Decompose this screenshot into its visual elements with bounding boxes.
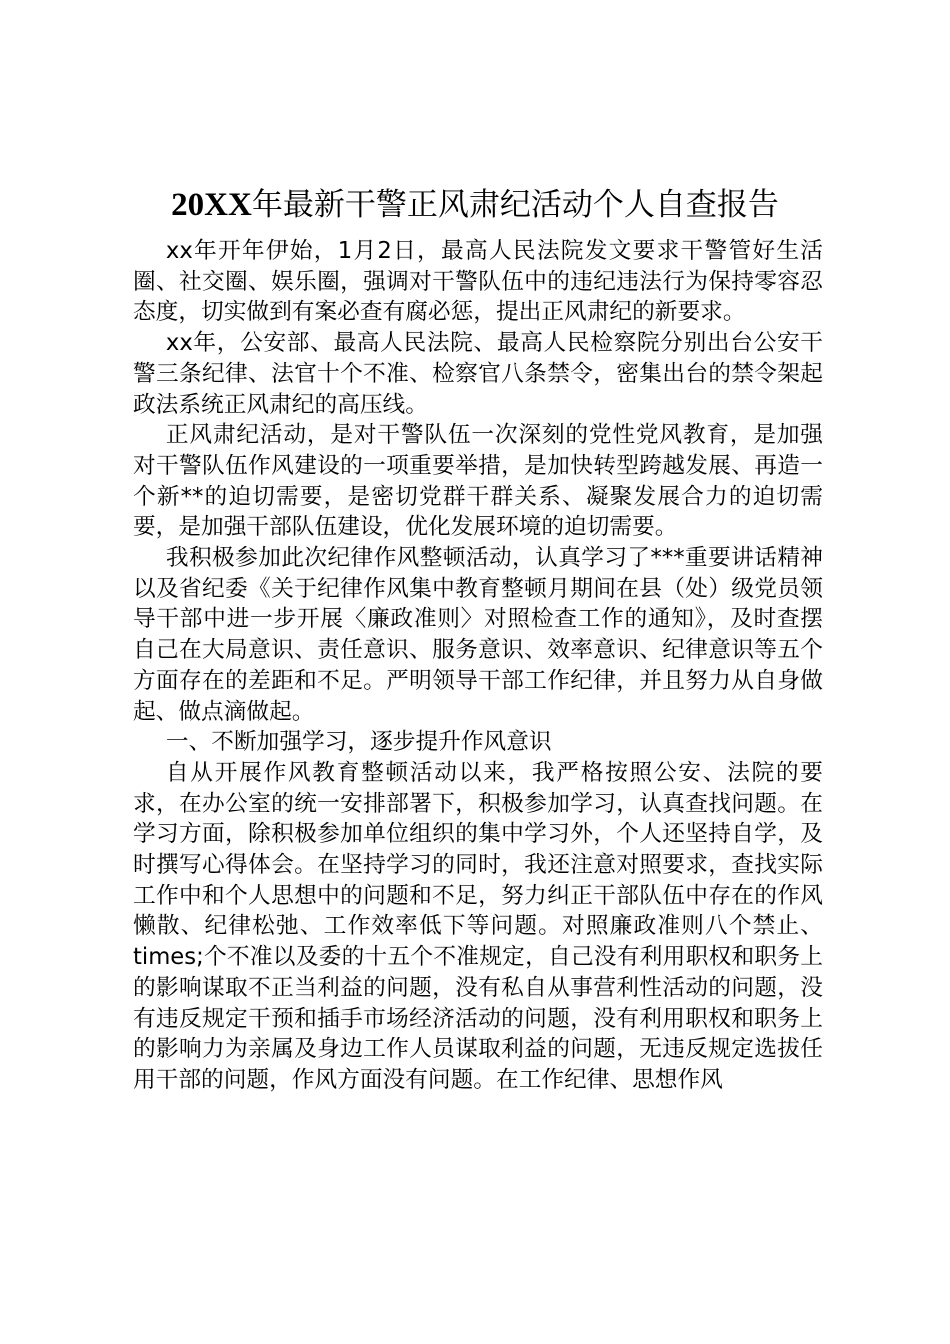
paragraph-4: 我积极参加此次纪律作风整顿活动，认真学习了***重要讲话精神以及省纪委《关于纪律作风集中教育整顿月期间在县（处）级党员领导干部中进一步开展〈廉政准则〉对照检查工作的通知》，及时查摆自己在大局意识、责任意识、服务意识、效率意识、纪律意识等五个方面存在的差距和不足。严明领导干部工作纪律，并且努力从自身做起、做点滴做起。 bbox=[133, 545, 823, 725]
paragraph-3: 正风肃纪活动，是对干警队伍一次深刻的党性党风教育，是加强对干警队伍作风建设的一项重要举措，是加快转型跨越发展、再造一个新**的迫切需要，是密切党群干群关系、凝聚发展合力的迫切需要，是加强干部队伍建设，优化发展环境的迫切需要。 bbox=[133, 422, 823, 541]
paragraph-2: xx年，公安部、最高人民法院、最高人民检察院分别出台公安干警三条纪律、法官十个不准、检察官八条禁令，密集出台的禁令架起政法系统正风肃纪的高压线。 bbox=[133, 330, 823, 418]
document-title bbox=[0, 181, 950, 229]
paragraph-5: 自从开展作风教育整顿活动以来，我严格按照公安、法院的要求，在办公室的统一安排部署下，积极参加学习，认真查找问题。在学习方面，除积极参加单位组织的集中学习外，个人还坚持自学，及时撰写心得体会。在坚持学习的同时，我还注意对照要求，查找实际工作中和个人思想中的问题和不足，努力纠正干部队伍中存在的作风懒散、纪律松弛、工作效率低下等问题。对照廉政准则八个禁止、times;个不准以及委的十五个不准规定，自己没有利用职权和职务上的影响谋取不正当利益的问题，没有私自从事营利性活动的问题，没有违反规定干预和插手市场经济活动的问题，没有利用职权和职务上的影响力为亲属及身边工作人员谋取利益的问题，无违反规定选拔任用干部的问题，作风方面没有问题。在工作纪律、思想作风 bbox=[133, 759, 823, 1093]
section-heading-1: 一、不断加强学习，逐步提升作风意识 bbox=[165, 729, 552, 756]
title-year: 20XX bbox=[171, 187, 252, 223]
paragraph-1: xx年开年伊始，1月2日，最高人民法院发文要求干警管好生活圈、社交圈、娱乐圈，强调对干警队伍中的违纪违法行为保持零容忍态度，切实做到有案必查有腐必惩，提出正风肃纪的新要求。 bbox=[133, 238, 823, 326]
title-text: 年最新干警正风肃纪活动个人自查报告 bbox=[251, 187, 779, 223]
document-body bbox=[133, 236, 823, 1096]
